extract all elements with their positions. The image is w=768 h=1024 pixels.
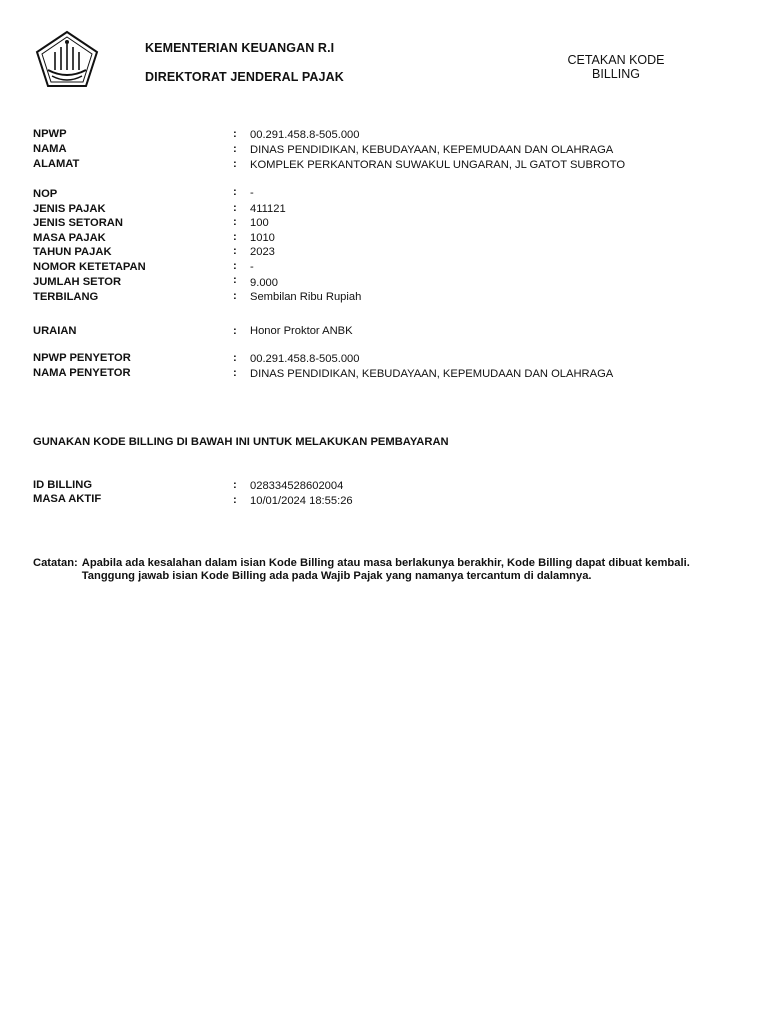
note-text: Apabila ada kesalahan dalam isian Kode Billing atau masa berlakunya berakhir, Kode Billing dapat dibuat kembali. Tanggung jawab isian Kode Billing ada pada Wajib Pajak yang namanya tercantum di dalamnya. <box>81 557 690 582</box>
field-separator: : <box>233 216 237 228</box>
field-value: - <box>250 187 254 199</box>
billing-label: ID BILLING <box>33 479 93 491</box>
field-label: NAMA PENYETOR <box>33 367 131 379</box>
field-value: KOMPLEK PERKANTORAN SUWAKUL UNGARAN, JL GATOT SUBROTO <box>250 159 626 171</box>
field-separator: : <box>233 143 237 155</box>
field-value: 00.291.458.8-505.000 <box>250 129 360 141</box>
field-label: NPWP PENYETOR <box>33 352 131 364</box>
field-label: URAIAN <box>33 325 77 337</box>
field-separator: : <box>233 494 237 506</box>
field-value: 9.000 <box>250 277 278 289</box>
field-separator: : <box>233 367 237 379</box>
billing-label: MASA AKTIF <box>33 493 102 505</box>
field-label: NOMOR KETETAPAN <box>33 261 146 273</box>
field-separator: : <box>233 479 237 491</box>
document-title: CETAKAN KODE BILLING <box>567 53 665 81</box>
field-value: 100 <box>250 217 269 229</box>
ministry-title: KEMENTERIAN KEUANGAN R.I <box>145 41 335 55</box>
directorate-title: DIREKTORAT JENDERAL PAJAK <box>145 70 344 84</box>
active-until-value: 10/01/2024 18:55:26 <box>250 495 353 507</box>
field-value: 2023 <box>250 246 275 258</box>
kemenkeu-logo-icon <box>34 30 100 88</box>
field-label: TERBILANG <box>33 291 99 303</box>
field-value: Sembilan Ribu Rupiah <box>250 291 362 303</box>
field-label: JENIS PAJAK <box>33 203 106 215</box>
field-separator: : <box>233 290 237 302</box>
field-label: TAHUN PAJAK <box>33 246 112 258</box>
field-separator: : <box>233 274 237 286</box>
field-separator: : <box>233 352 237 364</box>
field-label: MASA PAJAK <box>33 232 106 244</box>
field-label: ALAMAT <box>33 158 80 170</box>
field-separator: : <box>233 245 237 257</box>
field-label: NAMA <box>33 143 67 155</box>
field-value: 411121 <box>250 203 286 215</box>
field-value: Honor Proktor ANBK <box>250 325 353 337</box>
field-value: 00.291.458.8-505.000 <box>250 353 360 365</box>
payment-instruction: GUNAKAN KODE BILLING DI BAWAH INI UNTUK MELAKUKAN PEMBAYARAN <box>33 436 449 448</box>
field-separator: : <box>233 128 237 140</box>
field-separator: : <box>233 158 237 170</box>
field-label: JUMLAH SETOR <box>33 276 122 288</box>
billing-id-value: 028334528602004 <box>250 480 344 492</box>
note <box>33 557 693 583</box>
field-value: DINAS PENDIDIKAN, KEBUDAYAAN, KEPEMUDAAN DAN OLAHRAGA <box>250 144 614 156</box>
field-separator: : <box>233 202 237 214</box>
field-label: NOP <box>33 188 58 200</box>
field-value: DINAS PENDIDIKAN, KEBUDAYAAN, KEPEMUDAAN DAN OLAHRAGA <box>250 368 614 380</box>
field-value: - <box>250 261 254 273</box>
field-separator: : <box>233 325 237 337</box>
note-prefix: Catatan: <box>33 557 78 569</box>
field-separator: : <box>233 186 237 198</box>
field-separator: : <box>233 260 237 272</box>
field-separator: : <box>233 231 237 243</box>
field-label: NPWP <box>33 128 67 140</box>
field-label: JENIS SETORAN <box>33 217 123 229</box>
field-value: 1010 <box>250 232 275 244</box>
